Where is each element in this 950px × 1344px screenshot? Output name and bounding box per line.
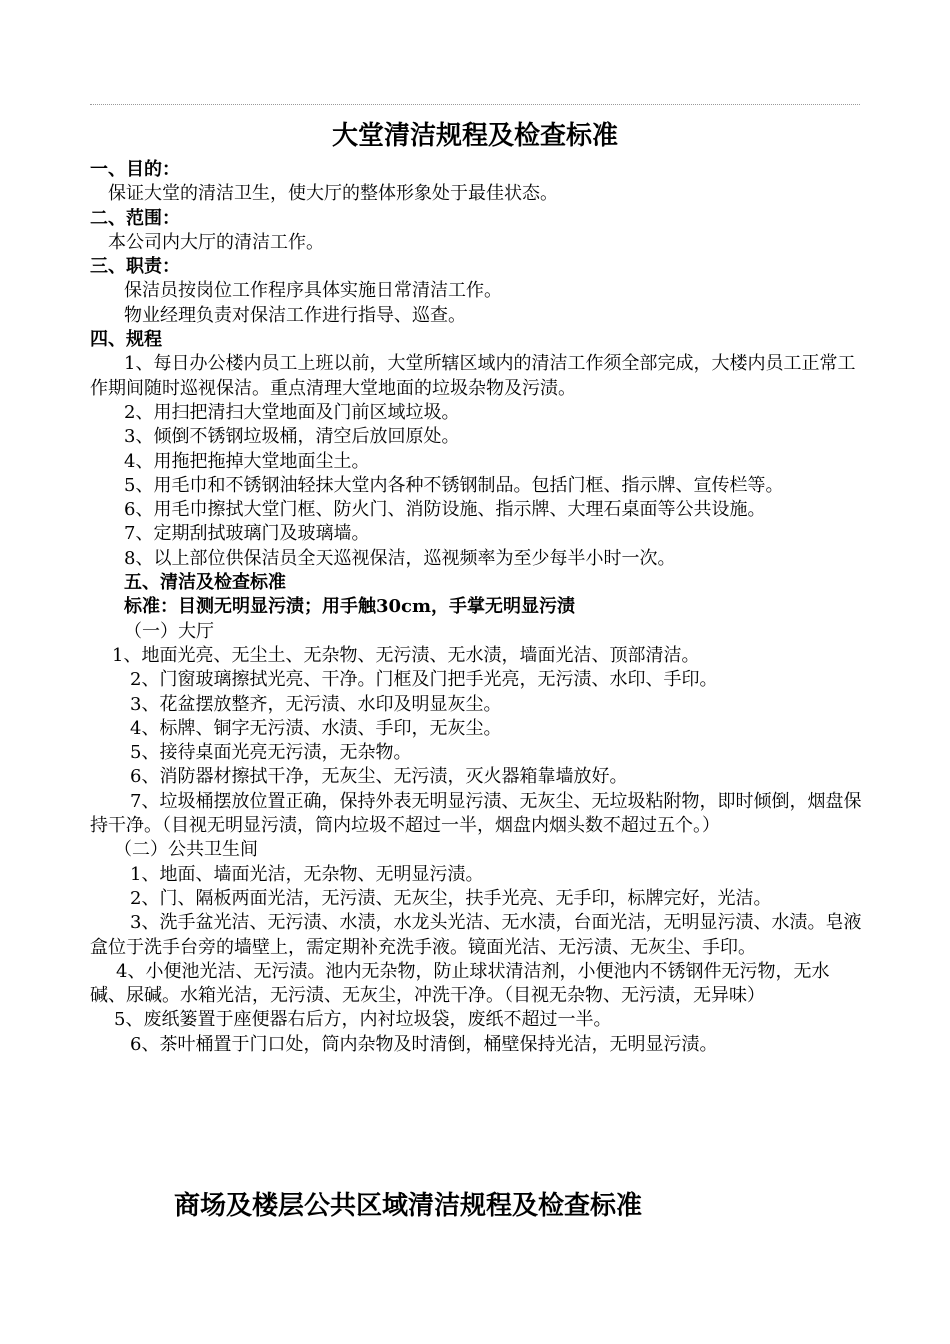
- list-item: 4、标牌、铜字无污渍、水渍、手印，无灰尘。: [130, 717, 502, 739]
- list-item: 7、定期刮拭玻璃门及玻璃墙。: [124, 523, 370, 545]
- list-item: 1、每日办公楼内员工上班以前，大堂所辖区域内的清洁工作须全部完成，大楼内员工正常工作期间随时巡视保洁。重点清理大堂地面的垃圾杂物及污渍。: [90, 353, 856, 399]
- list-item: 保洁员按岗位工作程序具体实施日常清洁工作。: [124, 280, 502, 302]
- standard-statement: 标准：目测无明显污渍；用手触30cm，手掌无明显污渍: [124, 596, 576, 618]
- section-heading-duties: 三、职责：: [90, 256, 180, 278]
- list-item: 6、用毛巾擦拭大堂门框、防火门、消防设施、指示牌、大理石桌面等公共设施。: [124, 499, 766, 521]
- subsection-heading-restroom: （二）公共卫生间: [114, 839, 258, 861]
- list-item: 5、废纸篓置于座便器右后方，内衬垃圾袋，废纸不超过一半。: [114, 1009, 612, 1031]
- header-divider: [90, 104, 860, 105]
- list-item: 2、门窗玻璃擦拭光亮、干净。门框及门把手光亮，无污渍、水印、手印。: [130, 669, 718, 691]
- section-heading-purpose: 一、目的：: [90, 159, 180, 180]
- list-item: 3、倾倒不锈钢垃圾桶，清空后放回原处。: [124, 426, 460, 448]
- list-item: 8、以上部位供保洁员全天巡视保洁，巡视频率为至少每半小时一次。: [124, 547, 676, 569]
- list-item: 4、用拖把拖掉大堂地面尘土。: [124, 450, 370, 472]
- list-item: 物业经理负责对保洁工作进行指导、巡查。: [124, 304, 466, 326]
- list-item: 1、地面、墙面光洁，无杂物、无明显污渍。: [130, 863, 484, 885]
- list-item: 1、地面光亮、无尘土、无杂物、无污渍、无水渍，墙面光洁、顶部清洁。: [112, 644, 700, 666]
- list-item: 6、消防器材擦拭干净，无灰尘、无污渍，灭火器箱靠墙放好。: [130, 766, 628, 788]
- section-heading-standards: 五、清洁及检查标准: [124, 572, 286, 594]
- list-item: 6、茶叶桶置于门口处，筒内杂物及时清倒，桶壁保持光洁，无明显污渍。: [130, 1033, 718, 1055]
- doc-body: [90, 158, 865, 1057]
- list-item: 2、门、隔板两面光洁，无污渍、无灰尘，扶手光亮、无手印，标牌完好，光洁。: [130, 887, 772, 909]
- list-item: 2、用扫把清扫大堂地面及门前区域垃圾。: [124, 401, 460, 423]
- list-item: 7、垃圾桶摆放位置正确，保持外表无明显污渍、无灰尘、无垃圾粘附物，即时倾倒，烟盘保持干净。（目视无明显污渍，筒内垃圾不超过一半，烟盘内烟头数不超过五个。）: [90, 790, 862, 837]
- section-heading-procedures: 四、规程: [90, 329, 162, 351]
- subsection-heading-hall: （一）大厅: [124, 620, 214, 642]
- list-item: 3、洗手盆光洁、无污渍、水渍，水龙头光洁、无水渍，台面光洁，无明显污渍、水渍。皂液盒位于洗手台旁的墙壁上，需定期补充洗手液。镜面光洁、无污渍、无灰尘、手印。: [90, 912, 862, 958]
- list-item: 3、花盆摆放整齐，无污渍、水印及明显灰尘。: [130, 693, 502, 715]
- list-item: 5、接待桌面光亮无污渍，无杂物。: [130, 742, 412, 764]
- list-item: 5、用毛巾和不锈钢油轻抹大堂内各种不锈钢制品。包括门框、指示牌、宣传栏等。: [124, 474, 784, 496]
- section-heading-scope: 二、范围：: [90, 207, 180, 229]
- next-section-title: 商场及楼层公共区域清洁规程及检查标准: [174, 1191, 643, 1221]
- paragraph: 本公司内大厅的清洁工作。: [108, 231, 324, 253]
- paragraph: 保证大堂的清洁卫生，使大厅的整体形象处于最佳状态。: [108, 183, 558, 205]
- list-item: 4、小便池光洁、无污渍。池内无杂物，防止球状清洁剂，小便池内不锈钢件无污物，无水碱、尿碱。水箱光洁，无污渍、无灰尘，冲洗干净。（目视无杂物、无污渍，无异味）: [90, 960, 830, 1007]
- doc-title: 大堂清洁规程及检查标准: [331, 121, 618, 151]
